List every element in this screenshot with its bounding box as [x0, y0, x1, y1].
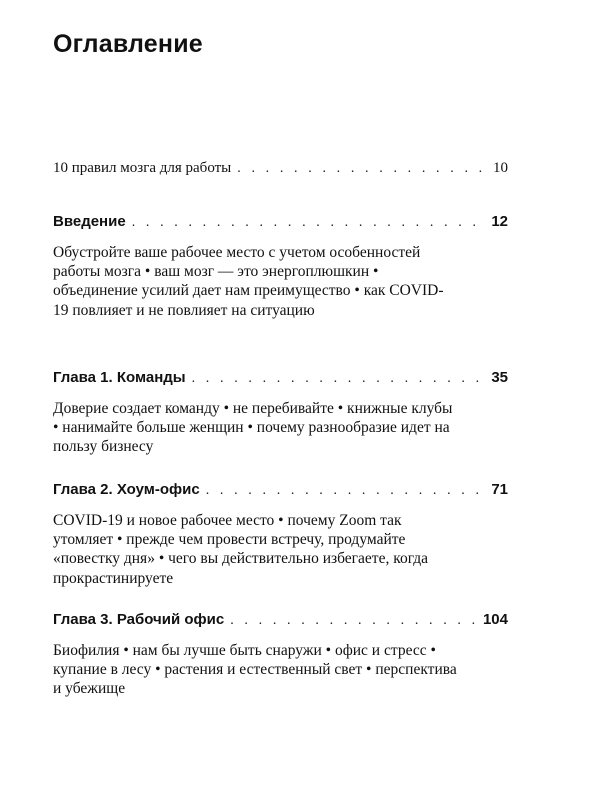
- toc-entry-introduction[interactable]: [53, 213, 508, 320]
- toc-entry-summary: COVID-19 и новое рабочее место • почему Zoom так утомляет • прежде чем провести встречу, продумайте «повестку дня» • чего вы действительно избегаете, когда прокрастинируете: [53, 512, 429, 587]
- dot-leader: [206, 483, 486, 499]
- dot-leader: [237, 161, 487, 177]
- toc-entry-page-number: 35: [491, 369, 508, 386]
- toc-entry-label: Глава 1. Команды: [53, 369, 186, 386]
- toc-entry-label: Глава 2. Хоум-офис: [53, 481, 200, 498]
- toc-entry-row: [53, 481, 508, 499]
- toc-entry-row: [53, 213, 508, 231]
- toc-entry-label: Введение: [53, 213, 126, 230]
- dot-leader: [230, 613, 477, 629]
- toc-entry-chapter-3[interactable]: [53, 611, 508, 699]
- toc-entry-page-number: 10: [493, 160, 508, 176]
- toc-entry-page-number: 104: [482, 611, 508, 628]
- toc-entry-label: Глава 3. Рабочий офис: [53, 611, 225, 628]
- toc-entry-label: 10 правил мозга для работы: [53, 160, 232, 176]
- toc-entry-summary: Биофилия • нам бы лучше быть снаружи • офис и стресс • купание в лесу • растения и естественный свет • перспектива и убежище: [53, 642, 457, 698]
- dot-leader: [132, 215, 486, 231]
- toc-entry-row: [53, 160, 508, 177]
- page-title: Оглавление: [53, 30, 203, 58]
- toc-entry-summary: Доверие создает команду • не перебивайте • книжные клубы • нанимайте больше женщин • почему разнообразие идет на пользу бизнесу: [53, 400, 453, 456]
- toc-entry-page-number: 12: [491, 213, 508, 230]
- toc-entry-rules[interactable]: [53, 160, 508, 177]
- toc-entry-page-number: 71: [491, 481, 508, 498]
- toc-entry-row: [53, 611, 508, 629]
- toc-entry-summary: Обустройте ваше рабочее место с учетом особенностей работы мозга • ваш мозг — это энергоплюшкин • объединение усилий дает нам преимущество • как COVID-19 повлияет и не повлияет на ситуацию: [53, 244, 444, 319]
- toc-entry-chapter-1[interactable]: [53, 369, 508, 457]
- dot-leader: [192, 371, 486, 387]
- toc-entry-chapter-2[interactable]: [53, 481, 508, 588]
- toc-entry-row: [53, 369, 508, 387]
